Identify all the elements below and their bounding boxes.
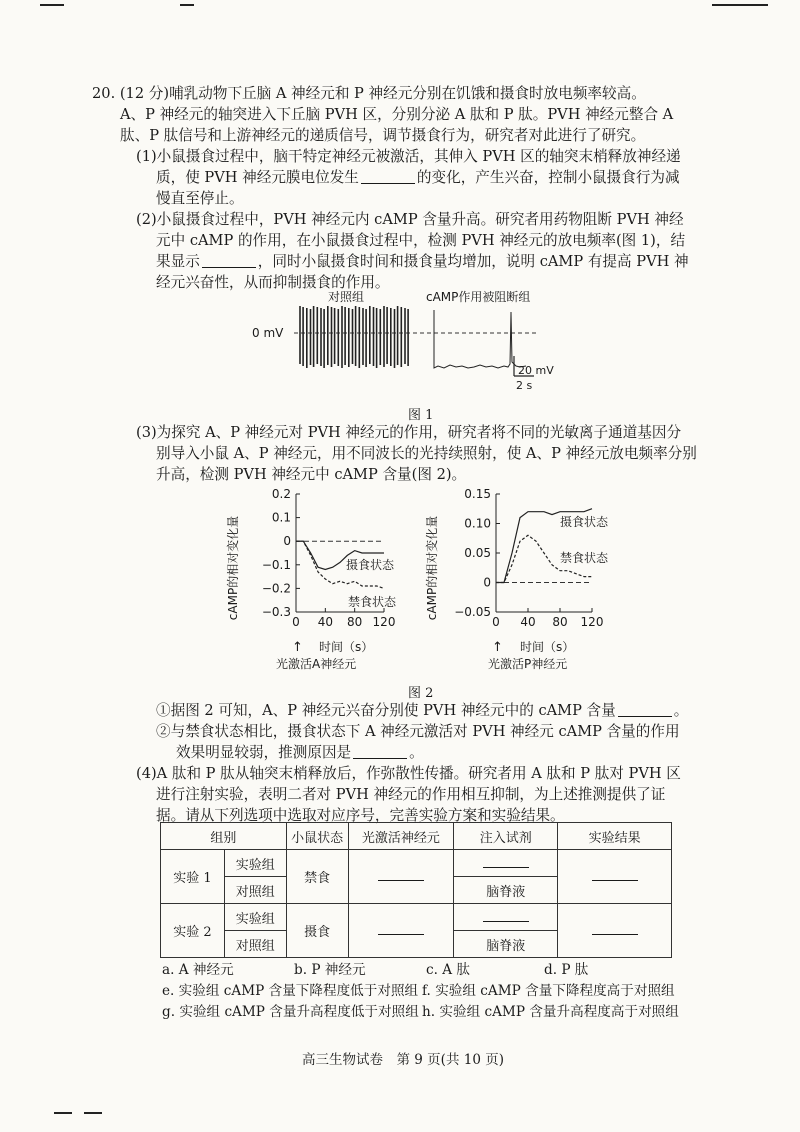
x-tick-label: 40 — [317, 615, 333, 629]
q2-line-2: 元中 cAMP 的作用，在小鼠摄食过程中，检测 PVH 神经元的放电频率(图 1)，结 — [156, 232, 686, 249]
y-tick-label: 0.10 — [464, 516, 491, 531]
exp1-reagent-ctrl: 脑脊液 — [454, 877, 558, 904]
exp1-name: 实验 1 — [161, 850, 225, 904]
experiment-table — [160, 822, 672, 958]
x-tick-label: 0 — [292, 615, 300, 629]
option-d: d. P 肽 — [544, 962, 589, 978]
header-result: 实验结果 — [558, 823, 672, 850]
y-tick-label: 0.1 — [271, 510, 291, 525]
q3-sub-2-cont: 效果明显较弱，推测原因是 。 — [176, 744, 424, 761]
q4-line-1: (4)A 肽和 P 肽从轴突末梢释放后，作弥散性传播。研究者用 A 肽和 P 肽对 PVH 区 — [136, 765, 681, 782]
q3-sub-2: ②与禁食状态相比，摄食状态下 A 神经元激活对 PVH 神经元 cAMP 含量的作用 — [156, 723, 680, 740]
header-reagent: 注入试剂 — [454, 823, 558, 850]
fig1-scale-voltage: 20 mV — [518, 364, 554, 377]
answer-blank[interactable] — [353, 744, 407, 759]
q4-line-2: 进行注射实验，表明二者对 PVH 神经元的作用相互抑制，为上述推测提供了证 — [156, 786, 666, 803]
fig2-right-stim-label: 光激活P神经元 — [488, 657, 568, 671]
fig2-left-xlabel: 时间（s） — [319, 640, 374, 654]
exp1-state: 禁食 — [286, 850, 348, 904]
y-tick-label: −0.05 — [454, 605, 491, 619]
y-tick-label: 0.2 — [271, 487, 291, 501]
option-a: a. A 神经元 — [162, 962, 234, 978]
fig2-left-label-fed: 摄食状态 — [346, 558, 395, 572]
exp1-exp-group: 实验组 — [224, 850, 286, 877]
question-intro — [92, 84, 646, 104]
exp2-name: 实验 2 — [161, 904, 225, 958]
fig2-left-label-fasted: 禁食状态 — [348, 595, 397, 609]
q3-sub-1: ①据图 2 可知，A、P 神经元兴奋分别使 PVH 神经元中的 cAMP 含量 。 — [156, 702, 689, 719]
top-scan-mark — [40, 4, 64, 6]
bottom-scan-mark — [84, 1112, 102, 1114]
x-tick-label: 80 — [552, 615, 568, 629]
fig1-blocked-trace — [434, 310, 526, 368]
answer-blank[interactable] — [618, 702, 672, 717]
y-tick-label: −0.3 — [261, 605, 291, 619]
bottom-scan-mark — [54, 1112, 72, 1114]
header-group: 组别 — [161, 823, 287, 850]
fig2-right-ylabel: cAMP的相对变化量 — [425, 515, 439, 621]
fig2-left-stim-label: 光激活A神经元 — [276, 657, 357, 671]
page-footer: 高三生物试卷 第 9 页(共 10 页) — [302, 1052, 504, 1068]
x-tick-label: 40 — [520, 615, 536, 629]
option-b: b. P 神经元 — [294, 962, 366, 978]
exp2-reagent-ctrl: 脑脊液 — [454, 931, 558, 958]
figure-1-caption: 图 1 — [408, 408, 434, 423]
x-tick-label: 120 — [580, 615, 604, 629]
fig2-left-ylabel: cAMP的相对变化量 — [226, 515, 240, 621]
fig2-right-xlabel: 时间（s） — [520, 640, 575, 654]
y-tick-label: 0.15 — [464, 487, 491, 501]
x-tick-label: 80 — [347, 615, 363, 629]
q4-line-3: 据。请从下列选项中选取对应序号，完善实验方案和实验结果。 — [156, 807, 565, 824]
header-state: 小鼠状态 — [286, 823, 348, 850]
option-e: e. 实验组 cAMP 含量下降程度低于对照组 — [162, 983, 419, 999]
fig1-control-label: 对照组 — [328, 290, 365, 304]
exp2-exp-group: 实验组 — [224, 904, 286, 931]
q3-line-3: 升高，检测 PVH 神经元中 cAMP 含量(图 2)。 — [156, 466, 467, 483]
top-scan-mark — [712, 4, 768, 6]
exp1-result-blank[interactable] — [558, 850, 672, 904]
fig2-right-stim-arrow: ↑ — [492, 640, 503, 655]
fig1-zero-label: 0 mV — [252, 326, 284, 340]
q3-line-2: 别导入小鼠 A、P 神经元，用不同波长的光持续照射，使 A、P 神经元放电频率分别 — [156, 445, 697, 462]
y-tick-label: −0.2 — [261, 581, 291, 596]
option-c: c. A 肽 — [426, 962, 470, 978]
q1-line-1: (1)小鼠摄食过程中，脑干特定神经元被激活，其伸入 PVH 区的轴突末梢释放神经递 — [136, 148, 681, 165]
figure-2-caption: 图 2 — [408, 686, 434, 701]
q1-line-2: 质，使 PVH 神经元膜电位发生 的变化，产生兴奋，控制小鼠摄食行为减 — [156, 169, 680, 186]
table-row — [161, 904, 672, 931]
y-tick-label: −0.1 — [261, 557, 291, 572]
q3-line-1: (3)为探究 A、P 神经元对 PVH 神经元的作用，研究者将不同的光敏离子通道基因分 — [136, 424, 682, 441]
x-tick-label: 120 — [372, 615, 396, 629]
exp2-neuron-blank[interactable] — [348, 904, 454, 958]
exp2-state: 摄食 — [286, 904, 348, 958]
top-scan-mark — [180, 4, 194, 6]
table-header-row — [161, 823, 672, 850]
intro-line-3: 肽、P 肽信号和上游神经元的递质信号，调节摄食行为，研究者对此进行了研究。 — [120, 127, 646, 144]
exp1-neuron-blank[interactable] — [348, 850, 454, 904]
figure-2 — [224, 482, 624, 678]
fig2-left-stim-arrow: ↑ — [292, 640, 303, 655]
exp2-result-blank[interactable] — [558, 904, 672, 958]
exp1-reagent-blank[interactable] — [454, 850, 558, 877]
exp2-ctrl-group: 对照组 — [224, 931, 286, 958]
q2-line-1: (2)小鼠摄食过程中，PVH 神经元内 cAMP 含量升高。研究者用药物阻断 PVH 神经 — [136, 211, 684, 228]
fig1-scale-time: 2 s — [516, 379, 533, 392]
answer-blank[interactable] — [361, 169, 415, 184]
option-h: h. 实验组 cAMP 含量升高程度高于对照组 — [422, 1004, 679, 1020]
fig1-control-spike-train — [300, 306, 408, 368]
fig2-right-label-fed: 摄食状态 — [560, 515, 609, 529]
question-points: (12 分) — [119, 85, 170, 102]
intro-line-2: A、P 神经元的轴突进入下丘脑 PVH 区，分别分泌 A 肽和 P 肽。PVH 神经元整合 A — [120, 106, 674, 123]
x-tick-label: 0 — [492, 615, 500, 629]
fig2-right-label-fasted: 禁食状态 — [560, 551, 609, 565]
option-g: g. 实验组 cAMP 含量升高程度低于对照组 — [162, 1004, 419, 1020]
q2-line-4: 经元兴奋性，从而抑制摄食的作用。 — [156, 274, 390, 291]
header-neuron: 光激活神经元 — [348, 823, 454, 850]
exp1-ctrl-group: 对照组 — [224, 877, 286, 904]
question-number: 20. — [92, 85, 116, 102]
exp2-reagent-blank[interactable] — [454, 904, 558, 931]
fig1-blocked-label: cAMP作用被阻断组 — [426, 290, 531, 304]
intro-line-1: 哺乳动物下丘脑 A 神经元和 P 神经元分别在饥饿和摄食时放电频率较高。 — [169, 85, 646, 102]
y-tick-label: 0.05 — [464, 546, 491, 560]
figure-1 — [250, 288, 570, 398]
option-f: f. 实验组 cAMP 含量下降程度高于对照组 — [422, 983, 675, 999]
answer-blank[interactable] — [202, 253, 256, 268]
q1-line-3: 慢直至停止。 — [156, 190, 244, 207]
table-row — [161, 850, 672, 877]
y-tick-label: 0 — [483, 575, 491, 590]
y-tick-label: 0 — [283, 534, 291, 549]
q2-line-3: 果显示 ，同时小鼠摄食时间和摄食量均增加，说明 cAMP 有提高 PVH 神 — [156, 253, 689, 270]
